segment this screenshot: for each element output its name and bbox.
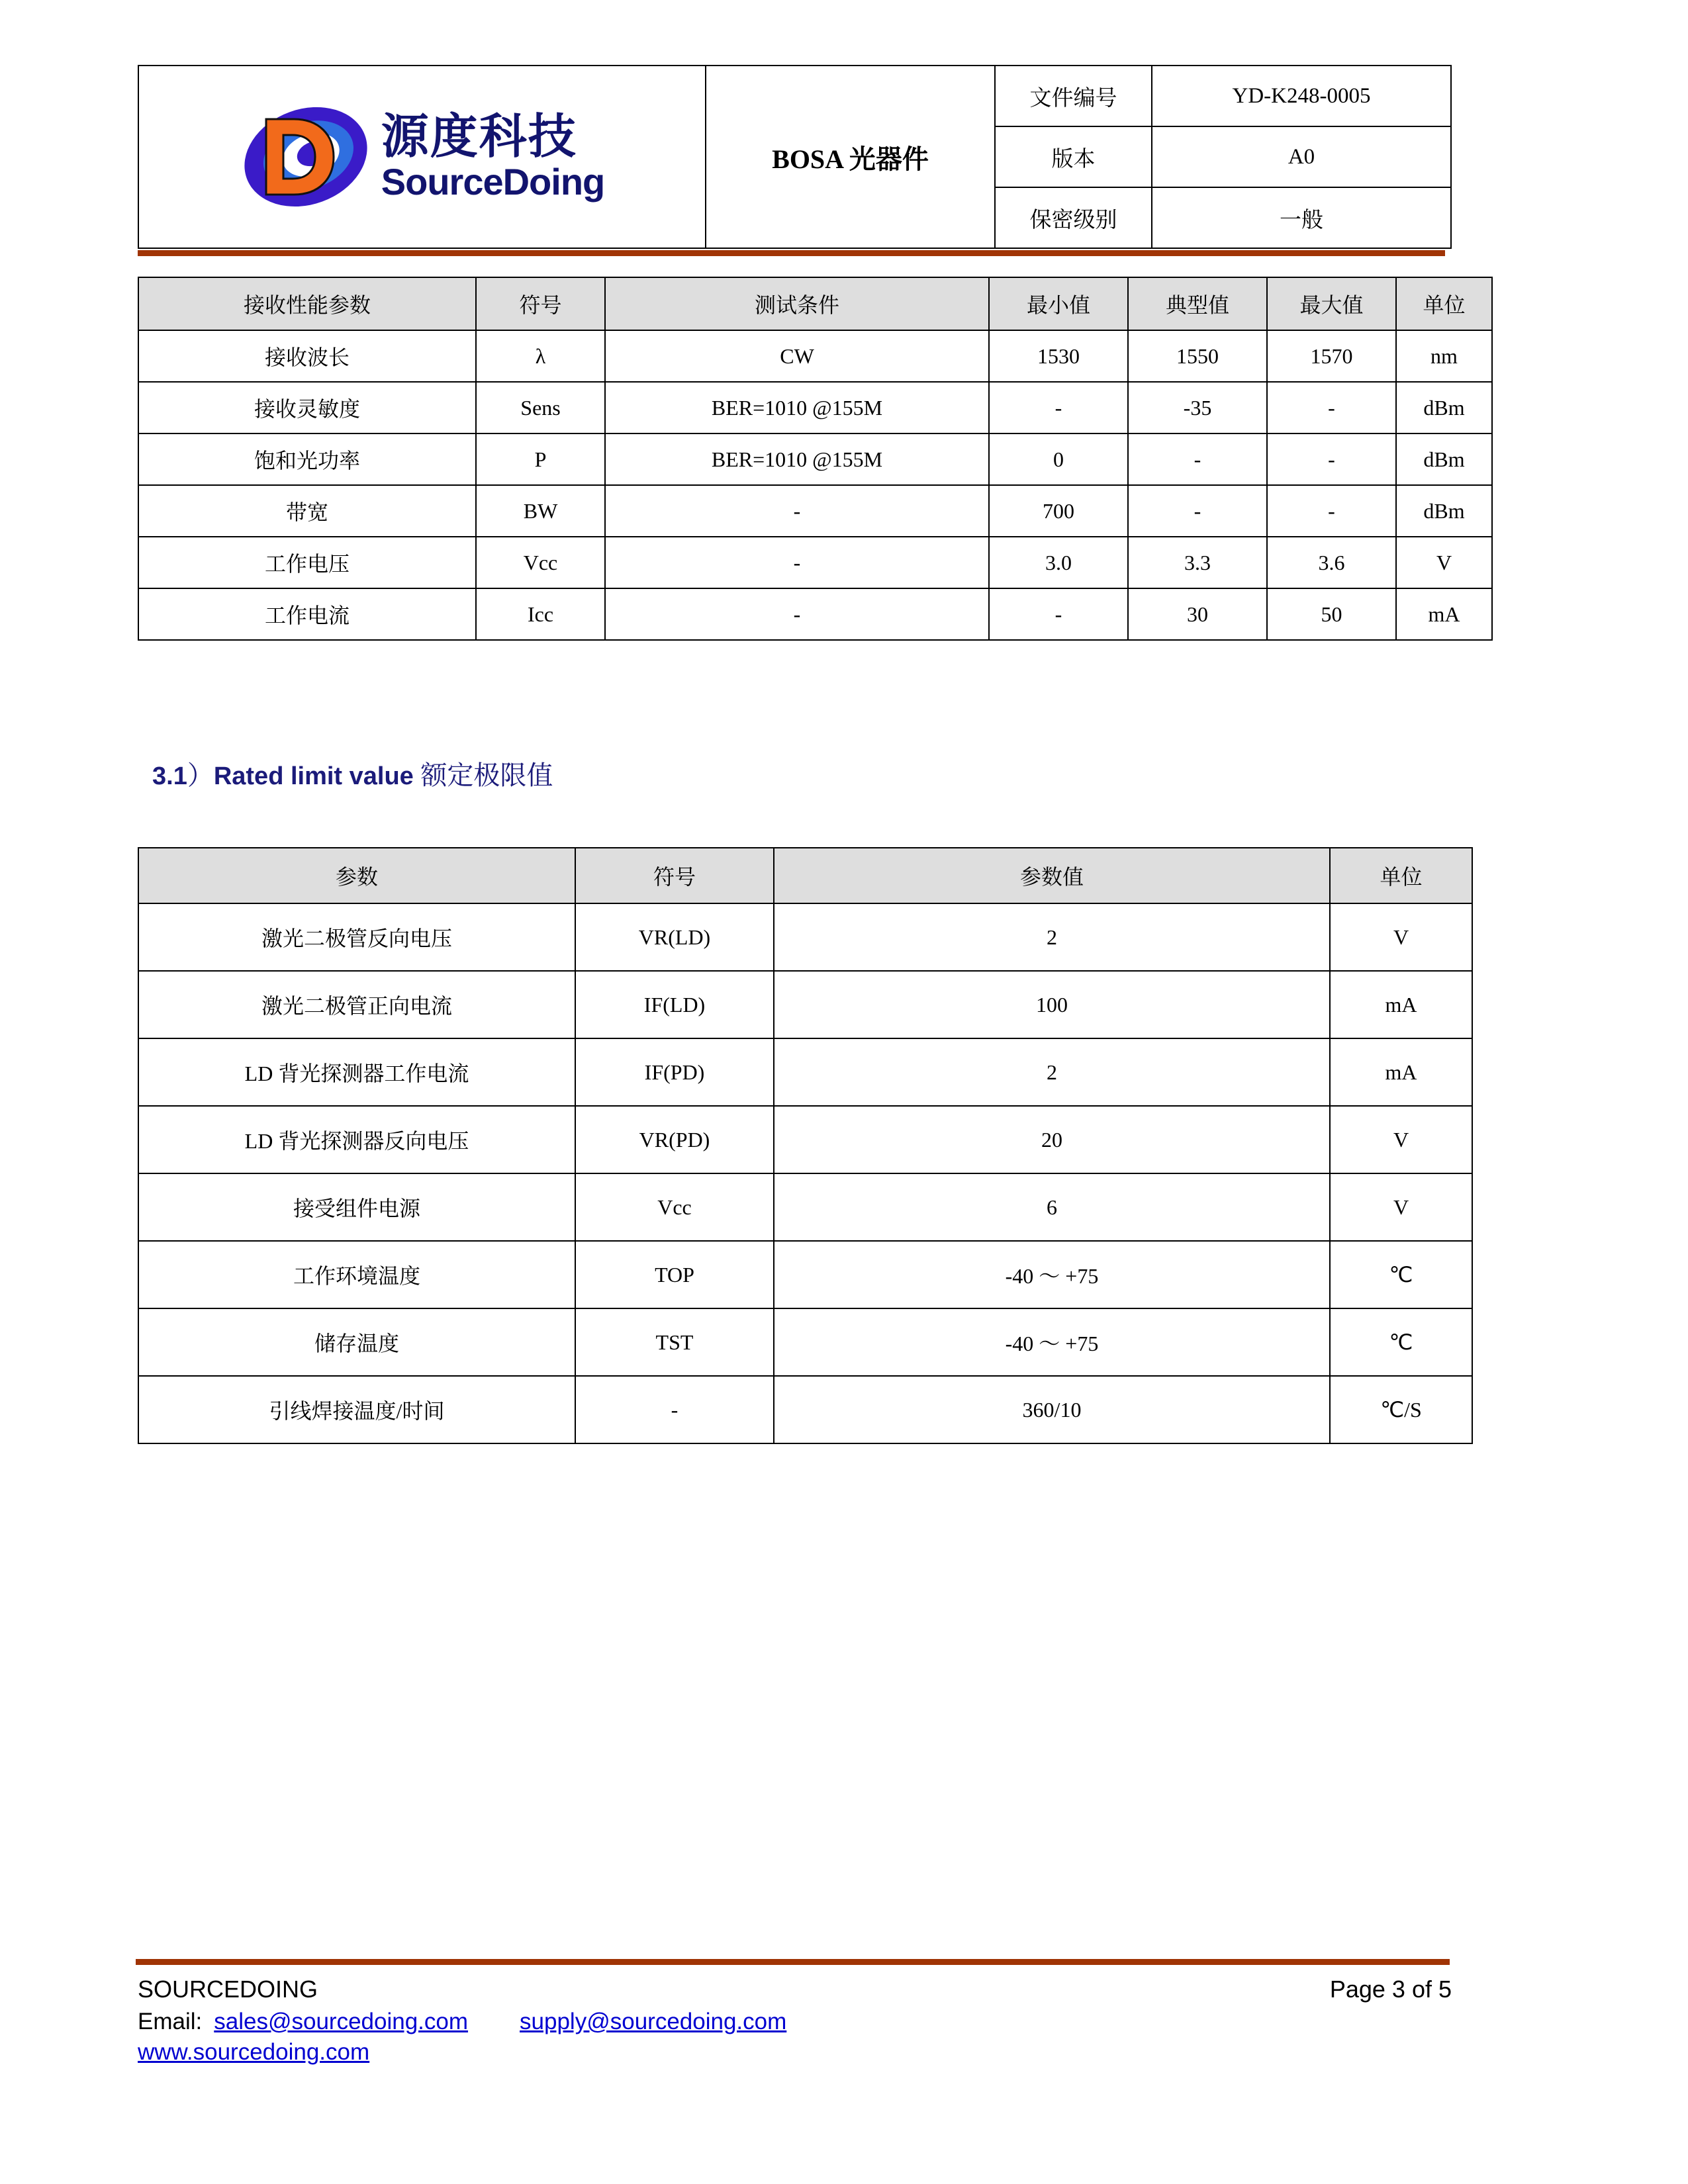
meta-label-confidentiality: 保密级别 [995,187,1152,248]
cell-unit: V [1330,1173,1472,1241]
cell-unit: mA [1330,971,1472,1038]
table-row [138,1308,1472,1376]
logo-chinese-name: 源度科技 [381,111,577,163]
cell-symbol: TST [575,1308,774,1376]
meta-label-version: 版本 [995,126,1152,187]
cell-value: 2 [774,903,1330,971]
footer-page-number: Page 3 of 5 [1329,1976,1452,2003]
rated-limit-table [138,847,1473,1444]
logo-box [139,74,705,240]
section-paren: ） [187,760,214,790]
col-header-parameter: 参数 [138,848,575,903]
footer-website-link[interactable]: www.sourcedoing.com [138,2039,370,2065]
meta-value-doc-number: YD-K248-0005 [1152,66,1451,126]
header-divider-rule [138,250,1445,256]
table-row [138,1106,1472,1173]
header-row-1 [138,66,1451,126]
cell-parameter: 储存温度 [138,1308,575,1376]
cell-unit: dBm [1396,382,1492,433]
sourcedoing-logo-icon [240,94,372,220]
cell-test-condition: CW [605,330,989,382]
footer-email-row [138,2009,1452,2035]
table-row [138,1038,1472,1106]
table-row [138,1376,1472,1443]
cell-symbol: λ [476,330,605,382]
cell-max: 3.6 [1267,537,1396,588]
cell-unit: mA [1396,588,1492,640]
cell-unit: V [1330,1106,1472,1173]
cell-min: 700 [989,485,1128,537]
section-title-en: Rated limit value [213,762,414,790]
col-header-max: 最大值 [1267,277,1396,330]
cell-value: 100 [774,971,1330,1038]
col-header-min: 最小值 [989,277,1128,330]
cell-min: 3.0 [989,537,1128,588]
cell-parameter: 工作电压 [138,537,476,588]
meta-value-version: A0 [1152,126,1451,187]
document-title: BOSA 光器件 [706,66,995,248]
cell-value: 20 [774,1106,1330,1173]
cell-unit: ℃ [1330,1241,1472,1308]
cell-unit: ℃ [1330,1308,1472,1376]
cell-parameter: 带宽 [138,485,476,537]
col-header-value: 参数值 [774,848,1330,903]
table-row [138,330,1492,382]
cell-symbol: VR(PD) [575,1106,774,1173]
cell-parameter: LD 背光探测器工作电流 [138,1038,575,1106]
cell-parameter: 引线焊接温度/时间 [138,1376,575,1443]
cell-unit: mA [1330,1038,1472,1106]
cell-symbol: Vcc [575,1173,774,1241]
table-row [138,382,1492,433]
footer-email-sales-link[interactable]: sales@sourcedoing.com [214,2009,469,2034]
cell-symbol: Icc [476,588,605,640]
cell-unit: dBm [1396,433,1492,485]
cell-typ: - [1128,433,1267,485]
cell-max: - [1267,433,1396,485]
footer-email-label: Email: [138,2009,203,2034]
table-header-row [138,848,1472,903]
cell-symbol: BW [476,485,605,537]
cell-symbol: Sens [476,382,605,433]
meta-value-confidentiality: 一般 [1152,187,1451,248]
cell-parameter: LD 背光探测器反向电压 [138,1106,575,1173]
cell-parameter: 饱和光功率 [138,433,476,485]
logo-english-name: SourceDoing [381,161,605,203]
table-row [138,537,1492,588]
footer-email-supply-link[interactable]: supply@sourcedoing.com [520,2009,787,2034]
footer-website-row [138,2039,1452,2066]
cell-unit: nm [1396,330,1492,382]
cell-max: - [1267,485,1396,537]
footer-top-row [138,1976,1452,2003]
cell-typ: 1550 [1128,330,1267,382]
col-header-symbol: 符号 [575,848,774,903]
section-heading-rated-limit-value [152,754,553,792]
section-title-cn: 额定极限值 [420,760,553,790]
header-table [138,65,1452,249]
footer-divider-rule [136,1959,1450,1965]
col-header-symbol: 符号 [476,277,605,330]
cell-min: 1530 [989,330,1128,382]
cell-max: 50 [1267,588,1396,640]
cell-typ: 3.3 [1128,537,1267,588]
cell-value: 6 [774,1173,1330,1241]
cell-symbol: IF(PD) [575,1038,774,1106]
cell-symbol: TOP [575,1241,774,1308]
table-row [138,485,1492,537]
table-header-row [138,277,1492,330]
logo-wordmark [381,113,604,201]
cell-unit: dBm [1396,485,1492,537]
company-logo-cell [138,66,706,248]
table-row [138,1173,1472,1241]
document-header [138,65,1445,249]
table-row [138,588,1492,640]
table-row [138,903,1472,971]
col-header-typ: 典型值 [1128,277,1267,330]
section-number: 3.1 [152,762,187,790]
table-row [138,1241,1472,1308]
cell-value: 2 [774,1038,1330,1106]
cell-typ: - [1128,485,1267,537]
cell-min: 0 [989,433,1128,485]
cell-parameter: 工作电流 [138,588,476,640]
cell-value: -40 ～ +75 [774,1308,1330,1376]
cell-test-condition: BER=1010 @155M [605,382,989,433]
cell-typ: -35 [1128,382,1267,433]
cell-test-condition: - [605,588,989,640]
cell-max: 1570 [1267,330,1396,382]
cell-symbol: P [476,433,605,485]
cell-test-condition: BER=1010 @155M [605,433,989,485]
cell-parameter: 激光二极管正向电流 [138,971,575,1038]
cell-parameter: 接收波长 [138,330,476,382]
cell-test-condition: - [605,537,989,588]
cell-symbol: IF(LD) [575,971,774,1038]
col-header-unit: 单位 [1330,848,1472,903]
col-header-parameter: 接收性能参数 [138,277,476,330]
table-row [138,433,1492,485]
cell-value: -40 ～ +75 [774,1241,1330,1308]
cell-parameter: 激光二极管反向电压 [138,903,575,971]
receiver-spec-table-wrap [138,277,1493,641]
footer-brand: SOURCEDOING [138,1976,318,2003]
cell-parameter: 接收灵敏度 [138,382,476,433]
cell-min: - [989,382,1128,433]
cell-unit: V [1330,903,1472,971]
cell-symbol: VR(LD) [575,903,774,971]
receiver-spec-table [138,277,1493,641]
col-header-unit: 单位 [1396,277,1492,330]
cell-symbol: - [575,1376,774,1443]
cell-unit: V [1396,537,1492,588]
cell-test-condition: - [605,485,989,537]
cell-parameter: 工作环境温度 [138,1241,575,1308]
table-row [138,971,1472,1038]
cell-min: - [989,588,1128,640]
cell-parameter: 接受组件电源 [138,1173,575,1241]
meta-label-doc-number: 文件编号 [995,66,1152,126]
col-header-test-condition: 测试条件 [605,277,989,330]
cell-unit: ℃/S [1330,1376,1472,1443]
rated-limit-table-wrap [138,847,1473,1444]
cell-max: - [1267,382,1396,433]
cell-typ: 30 [1128,588,1267,640]
cell-symbol: Vcc [476,537,605,588]
document-footer [138,1976,1452,2066]
cell-value: 360/10 [774,1376,1330,1443]
